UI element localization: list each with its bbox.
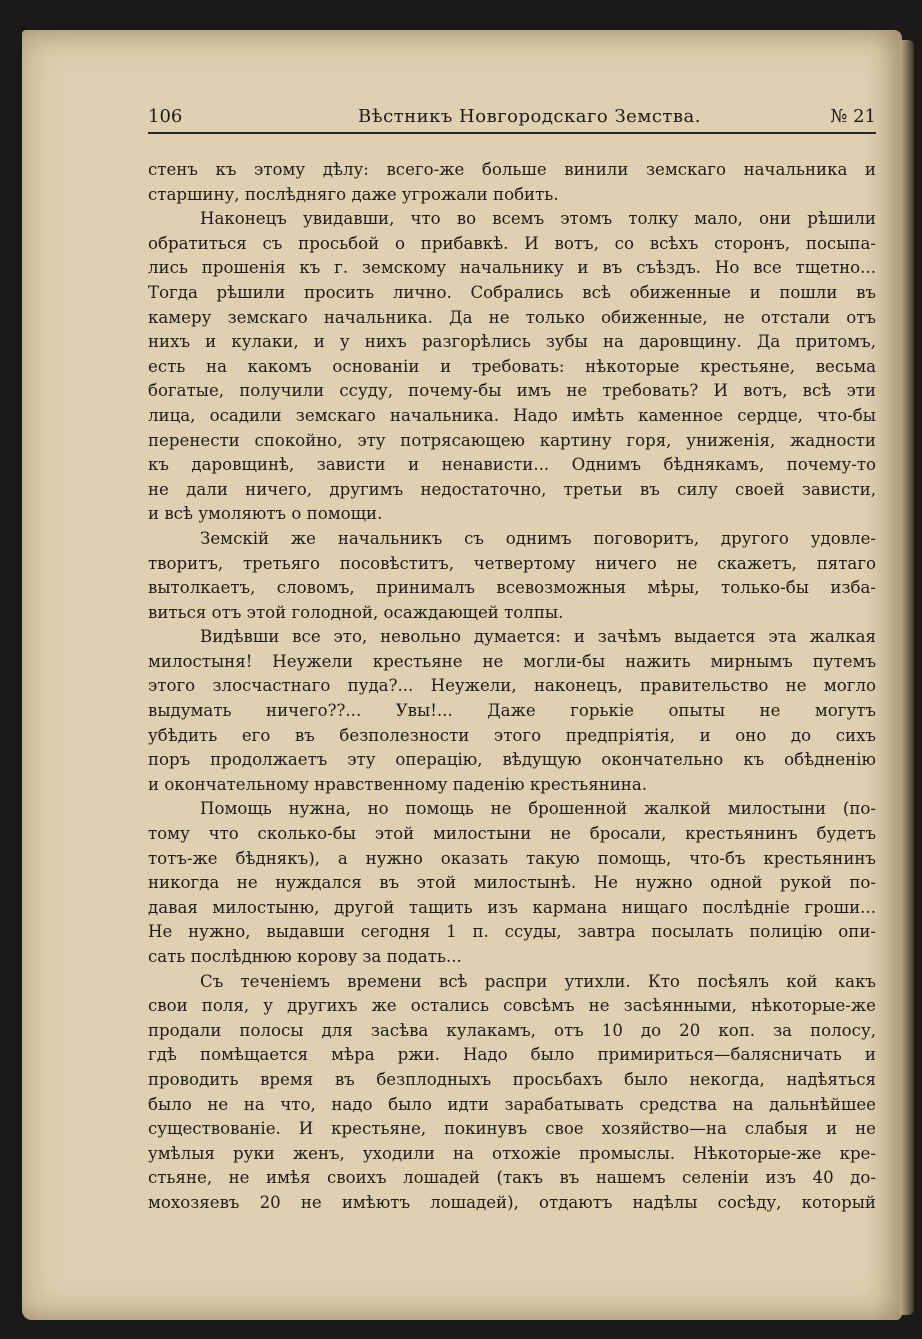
text-line: Съ теченіемъ времени всѣ распри утихли. Кто посѣялъ кой какъ [200, 971, 876, 991]
text-line: поръ продолжаетъ эту операцію, вѣдущую окончательно къ обѣдненію [148, 750, 876, 770]
text-line: перенести спокойно, эту потрясающею картину горя, униженія, жадности [148, 430, 876, 450]
text-line: тотъ-же бѣднякъ), а нужно оказать такую помощь, что-бъ крестьянинъ [148, 848, 876, 868]
text-line: Видѣвши все это, невольно думается: и зачѣмъ выдается эта жалкая [200, 627, 876, 647]
text-line: убѣдить его въ безполезности этого предпріятія, и оно до сихъ [148, 725, 876, 745]
running-header [148, 106, 876, 132]
text-line: не дали ничего, другимъ недостаточно, третьи въ силу своей зависти, [148, 479, 876, 499]
text-line: этого злосчастнаго пуда?... Неужели, наконецъ, правительство не могло [148, 676, 876, 696]
page-number: 106 [148, 106, 183, 127]
text-line: выдумать ничего??... Увы!... Даже горькіе опыты не могутъ [148, 701, 876, 721]
header-rule [148, 132, 876, 134]
text-line: умѣлыя руки женъ, уходили на отхожіе промыслы. Нѣкоторые-же кре- [148, 1143, 876, 1163]
text-line: виться отъ этой голодной, осаждающей толпы. [148, 602, 564, 622]
page-edge [900, 40, 914, 1315]
text-line: Тогда рѣшили просить лично. Собрались всѣ обиженные и пошли въ [148, 282, 876, 302]
text-line: камеру земскаго начальника. Да не только обиженные, не отстали отъ [148, 307, 876, 327]
text-line: и окончательному нравственному паденію крестьянина. [148, 774, 648, 794]
text-line: тому что сколько-бы этой милостыни не бросали, крестьянинъ будетъ [148, 824, 876, 844]
text-line: Помощь нужна, но помощь не брошенной жалкой милостыни (по- [200, 799, 876, 819]
text-line: нихъ и кулаки, и у нихъ разгорѣлись зубы на даровщину. Да притомъ, [148, 332, 876, 352]
text-line: стенъ къ этому дѣлу: всего-же больше винили земскаго начальника и [148, 160, 876, 179]
article-body [148, 158, 876, 1216]
text-line: обратиться съ просьбой о прибавкѣ. И вотъ, со всѣхъ сторонъ, посыпа- [148, 233, 876, 253]
text-line: Не нужно, выдавши сегодня 1 п. ссуды, завтра посылать полицію опи- [148, 922, 876, 942]
journal-title: Вѣстникъ Новгородскаго Земства. [358, 106, 701, 127]
text-line: лица, осадили земскаго начальника. Надо имѣть каменное сердце, что-бы [148, 405, 876, 425]
text-line: творитъ, третьяго посовѣститъ, четвертому ничего не скажетъ, пятаго [148, 553, 876, 573]
text-line: сать послѣднюю корову за подать... [148, 947, 462, 966]
text-line: никогда не нуждался въ этой милостынѣ. Не нужно одной рукой по- [148, 873, 876, 893]
issue-number: № 21 [830, 106, 876, 127]
text-line: Земскій же начальникъ съ однимъ поговоритъ, другого удовле- [200, 528, 876, 548]
text-line: давая милостыню, другой тащить изъ кармана нищаго послѣдніе гроши... [148, 897, 876, 917]
text-line: было не на что, надо было идти зарабатывать средства на дальнѣйшее [148, 1094, 876, 1114]
text-line: есть на какомъ основаніи и требовать: нѣкоторые крестьяне, весьма [148, 356, 876, 376]
text-line: продали полосы для засѣва кулакамъ, отъ 10 до 20 коп. за полосу, [148, 1020, 876, 1040]
text-line: лись прошенія къ г. земскому начальнику и въ съѣздъ. Но все тщетно... [148, 258, 876, 278]
text-line: свои поля, у другихъ же остались совсѣмъ не засѣянными, нѣкоторые-же [148, 996, 876, 1016]
text-line: богатые, получили ссуду, почему-бы имъ не требовать? И вотъ, всѣ эти [148, 381, 876, 401]
text-line: Наконецъ увидавши, что во всемъ этомъ толку мало, они рѣшили [200, 209, 876, 229]
text-line: и всѣ умоляютъ о помощи. [148, 504, 383, 524]
text-line: гдѣ помѣщается мѣра ржи. Надо было примириться—балясничать и [148, 1045, 876, 1065]
text-line: проводить время въ безплодныхъ просьбахъ было некогда, надѣяться [148, 1069, 876, 1089]
text-line: вытолкаетъ, словомъ, принималъ всевозможныя мѣры, только-бы изба- [148, 578, 876, 598]
text-line: стьяне, не имѣя своихъ лошадей (такъ въ нашемъ селеніи изъ 40 до- [148, 1168, 876, 1188]
text-line: къ даровщинѣ, зависти и ненависти... Однимъ бѣднякамъ, почему-то [148, 455, 876, 475]
text-line: старшину, послѣдняго даже угрожали побить. [148, 184, 559, 204]
text-line: существованіе. И крестьяне, покинувъ свое хозяйство—на слабыя и не [148, 1119, 876, 1139]
text-line: мохозяевъ 20 не имѣютъ лошадей), отдаютъ надѣлы сосѣду, который [148, 1192, 876, 1212]
text-line: милостыня! Неужели крестьяне не могли-бы нажить мирнымъ путемъ [148, 651, 876, 671]
